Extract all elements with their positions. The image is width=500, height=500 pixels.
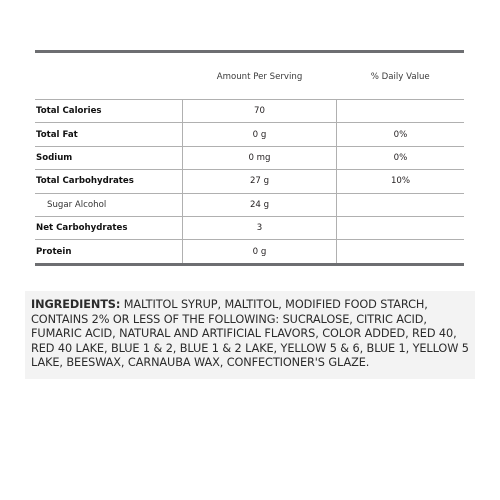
table-row — [35, 146, 464, 169]
ingredients-label: INGREDIENTS: — [31, 298, 121, 311]
nutrient-amount: 70 — [183, 100, 337, 123]
nutrient-name: Protein — [36, 246, 72, 257]
nutrient-name: Sugar Alcohol — [35, 193, 183, 216]
nutrient-amount: 24 g — [183, 193, 337, 216]
ingredients-box — [25, 291, 475, 379]
nutrient-amount: 27 g — [183, 170, 337, 193]
nutrition-facts-panel — [35, 50, 464, 266]
header-daily-value: % Daily Value — [337, 53, 465, 100]
nutrition-table — [35, 53, 464, 263]
ingredients-text: MALTITOL SYRUP, MALTITOL, MODIFIED FOOD STARCH, CONTAINS 2% OR LESS OF THE FOLLOWING: SUCRALOSE, CITRIC ACID, FUMARIC ACID, NATURAL AND ARTIFICIAL FLAVORS, COLOR ADDED, RED 40, RED 40 LAKE, BLUE 1 & 2, BLUE 1 & 2 LAKE, YELLOW 5 & 6, BLUE 1, YELLOW 5 LAKE, BEESWAX, CARNAUBA WAX, CONFECTIONER'S GLAZE. — [31, 298, 469, 369]
nutrient-amount: 0 mg — [183, 146, 337, 169]
nutrient-name: Net Carbohydrates — [35, 216, 183, 239]
nutrient-name: Sodium — [35, 146, 183, 169]
nutrient-amount: 0 g — [183, 240, 337, 263]
bottom-rule — [35, 263, 464, 266]
nutrient-name: Total Carbohydrates — [35, 170, 183, 193]
nutrient-amount: 3 — [183, 216, 337, 239]
nutrient-daily-value — [337, 216, 465, 239]
nutrient-daily-value: 0% — [337, 123, 465, 146]
table-row — [35, 240, 464, 263]
table-row — [35, 123, 464, 146]
nutrient-daily-value — [337, 193, 465, 216]
table-row — [35, 100, 464, 123]
nutrient-daily-value — [337, 240, 465, 263]
nutrient-name: Total Fat — [35, 123, 183, 146]
nutrient-daily-value: 0% — [337, 146, 465, 169]
table-row — [35, 193, 464, 216]
nutrient-name: Total Calories — [35, 100, 183, 123]
header-nutrient — [35, 53, 183, 100]
table-row — [35, 216, 464, 239]
nutrient-amount: 0 g — [183, 123, 337, 146]
table-row — [35, 170, 464, 193]
nutrient-daily-value: 10% — [337, 170, 465, 193]
nutrient-daily-value — [337, 100, 465, 123]
header-amount-per-serving: Amount Per Serving — [183, 53, 337, 100]
table-header-row — [35, 53, 464, 100]
